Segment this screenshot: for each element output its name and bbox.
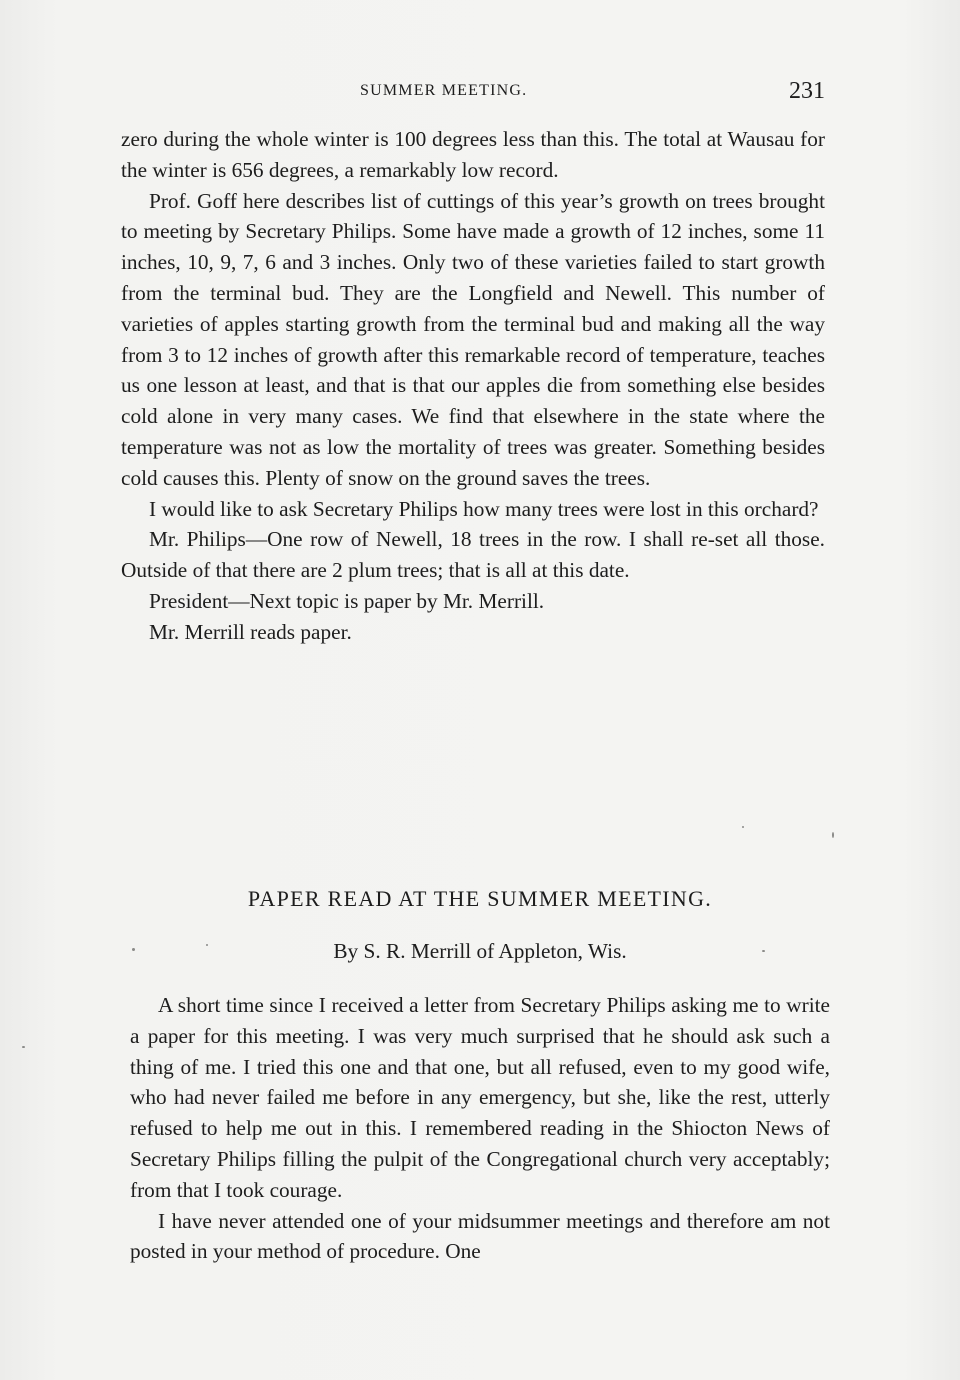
paper-speck bbox=[832, 832, 834, 838]
paper-speck bbox=[762, 950, 765, 952]
paragraph: Mr. Merrill reads paper. bbox=[149, 619, 352, 644]
running-head bbox=[120, 78, 825, 108]
paragraph: Prof. Goff here describes list of cuttings of this year’s growth on trees brought to meeting by Secretary Philips. Some have made a growth of 12 inches, some 11 inches, 10, 9, 7, 6 and 3 inches. Only two of these varieties failed to start growth from the terminal bud. They are the Longfield and Newell. This number of varieties of apples starting growth from the terminal bud and making all the way from 3 to 12 inches of growth after this remarkable record of temperature, teaches us one lesson at least, and that is that our apples die from something else besides cold alone in very many cases. We find that elsewhere in the state where the temperature was not as low the mortality of trees was greater. Something besides cold causes this. Plenty of snow on the ground saves the trees. bbox=[121, 188, 825, 490]
paragraph: President—Next topic is paper by Mr. Merrill. bbox=[149, 588, 545, 613]
paper-speck bbox=[22, 1046, 25, 1048]
paragraph: zero during the whole winter is 100 degrees less than this. The total at Wausau for the winter is 656 degrees, a remarkably low record. bbox=[121, 127, 825, 182]
paper-speck bbox=[742, 826, 744, 828]
byline: By S. R. Merrill of Appleton, Wis. bbox=[333, 939, 627, 963]
paragraph: Mr. Philips—One row of Newell, 18 trees in the row. I shall re-set all those. Outside of that there are 2 plum trees; that is all at this date. bbox=[121, 527, 825, 583]
paragraph: I would like to ask Secretary Philips how many trees were lost in this orchard? bbox=[149, 496, 819, 521]
page-number: 231 bbox=[789, 78, 825, 104]
paragraph: I have never attended one of your midsummer meetings and therefore am not posted in your method of procedure. One bbox=[130, 1208, 830, 1264]
paragraph: A short time since I received a letter from Secretary Philips asking me to write a paper for this meeting. I was very much surprised that he should ask such a thing of me. I tried this one and that one, but all refused, even to my good wife, who had never failed me before in any emergency, but she, like the rest, utterly refused to help me out in this. I remembered reading in the Shiocton News of Secretary Philips filling the pulpit of the Congregational church very acceptably; from that I took courage. bbox=[130, 993, 830, 1202]
paper-speck bbox=[206, 944, 208, 946]
section-heading: PAPER READ AT THE SUMMER MEETING. bbox=[247, 886, 713, 911]
paper-text bbox=[130, 990, 830, 1267]
paper-speck bbox=[132, 948, 135, 951]
running-title: SUMMER MEETING. bbox=[360, 82, 528, 99]
discussion-text bbox=[121, 124, 825, 648]
